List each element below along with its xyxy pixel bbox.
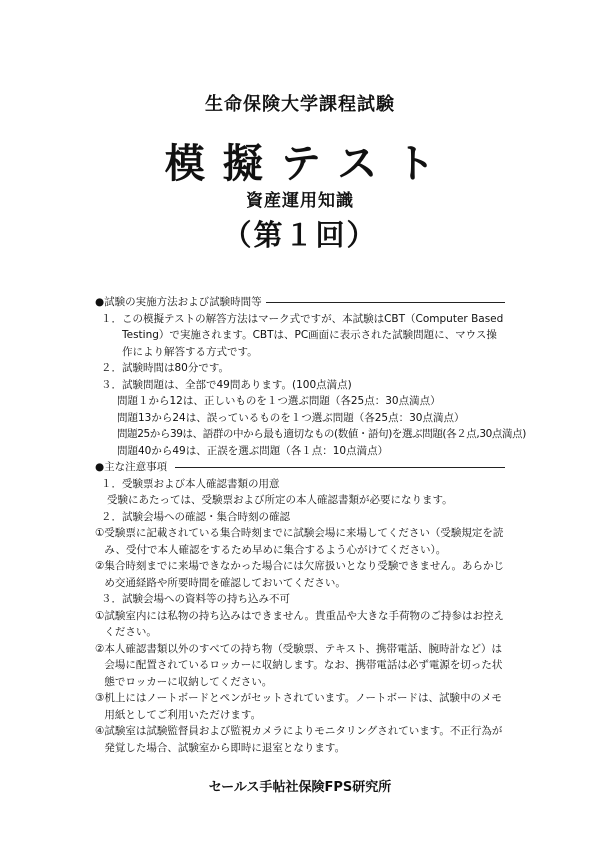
subsection-title: ３．試験会場への資料等の持ち込み不可 [101,593,290,605]
list-item: １． この模擬テストの解答方法はマーク式ですが、本試験はCBT（Computer Based Testing）で実施されます。CBTは、PC画面に表示された試験問題に、マウス操作により解答する方式です。 [101,312,504,358]
instructions [95,294,526,756]
list-item: ① 受験票に記載されている集合時刻までに試験会場に来場してください（受験規定を読み、受付で本人確認をするため早めに集合するよう心がけてください）。 [95,527,504,556]
series-title: 生命保険大学課程試験 [205,94,395,115]
list-item: ③ 机上にはノートボードとペンがセットされています。ノートボードは、試験中のメモ用紙としてご利用いただけます。 [95,692,502,721]
round-label: （第１回） [222,218,378,252]
subject-title: 資産運用知識 [246,191,354,211]
question-range-item: 問題13から24は、誤っているものを１つ選ぶ問題（各25点：30点満点） [117,411,465,424]
section-rule [265,302,505,303]
question-range-item: 問題25から39は、語群の中から最も適切なもの(数値・語句)を選ぶ問題(各２点,30点満点) [117,428,526,440]
main-title: 模擬テスト [164,141,454,187]
section-heading-exam-method: ●試験の実施方法および試験時間等 [95,294,505,311]
list-item: ３． 試験問題は、全部で49問あります。(100点満点) [101,378,352,391]
question-range-item: 問題１から12は、正しいものを１つ選ぶ問題（各25点：30点満点） [117,395,441,407]
subsection-title: ２．試験会場への確認・集合時刻の確認 [101,510,290,523]
list-item: ② 本人確認書類以外のすべての持ち物（受験票、テキスト、携帯電話、腕時計など）は会場に配置されているロッカーに収納します。なお、携帯電話は必ず電源を切った状態でロッカーに収納してください。 [95,642,503,688]
subsection-text: 受験にあたっては、受験票および所定の本人確認書類が必要になります。 [107,494,453,506]
subsection-title: １．受験票および本人確認書類の用意 [101,477,280,490]
list-item: ② 集合時刻までに来場できなかった場合には欠席扱いとなり受験できません。あらかじめ交通経路や所要時間を確認しておいてください。 [95,560,505,589]
section-heading-notes: ●主な注意事項 [95,459,505,476]
list-item: ① 試験室内には私物の持ち込みはできません。貴重品や大きな手荷物のご持参はお控えください。 [95,609,505,638]
publisher-name: セールス手帖社保険FPS研究所 [208,780,392,795]
list-item: ④ 試験室は試験監督員および監視カメラによりモニタリングされています。不正行為が発覚した場合、試験室から即時に退室となります。 [95,725,503,754]
question-range-item: 問題40から49は、正誤を選ぶ問題（各１点：10点満点） [117,444,389,457]
list-item: ２． 試験時間は80分です。 [101,362,230,374]
section-rule [175,467,505,468]
